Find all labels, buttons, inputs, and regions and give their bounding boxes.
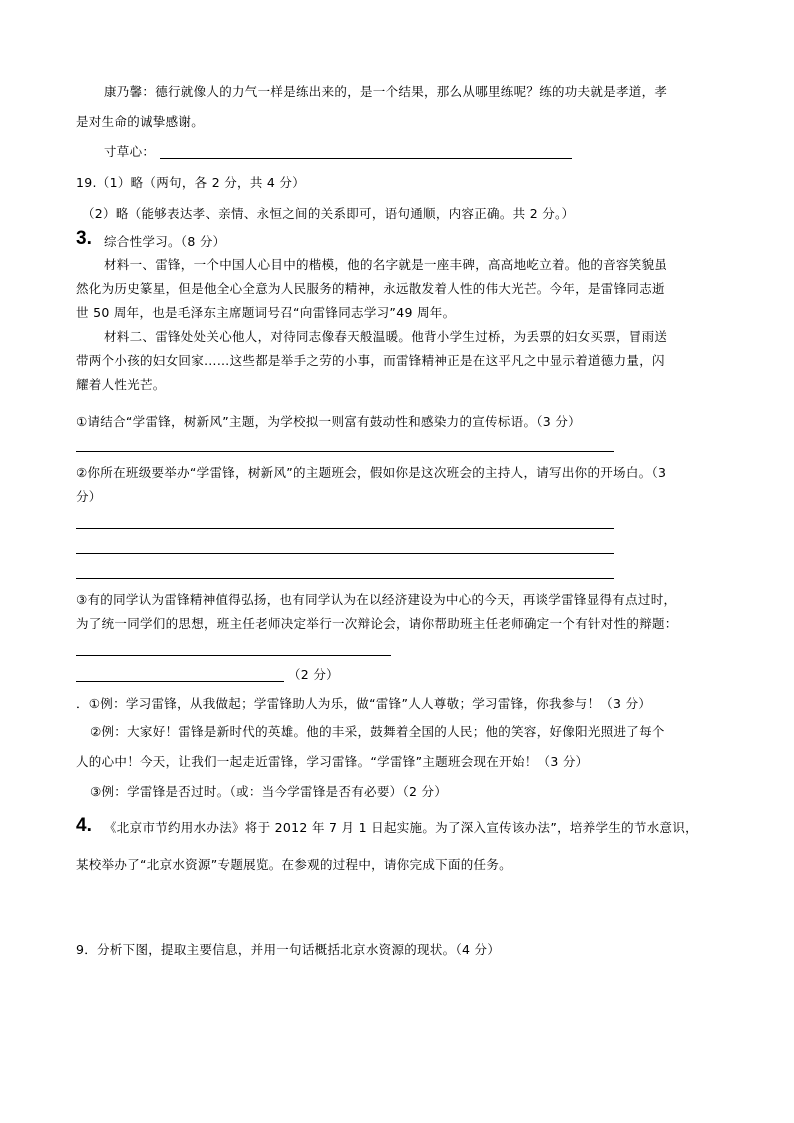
- question-2-line-1: ②你所在班级要举办“学雷锋，树新风”的主题班会，假如你是这次班会的主持人，请写出你的开场白。（3: [76, 465, 667, 480]
- q3-answer-line-2: [76, 681, 284, 682]
- material2-line-2: 带两个小孩的妇女回家……这些都是举手之劳的小事，而雷锋精神正是在这平凡之中显示着道德力量，闪: [76, 353, 665, 368]
- question-3-line-1: ③有的同学认为雷锋精神值得弘扬，也有同学认为在以经济建设为中心的今天，再谈学雷锋显得有点过时，: [76, 592, 677, 607]
- section-4-line-1: 《北京市节约用水办法》将于 2012 年 7 月 1 日起实施。为了深入宣传该办法”，培养学生的节水意识，: [104, 820, 698, 835]
- answer-1: ．①例：学习雷锋，从我做起；学雷锋助人为乐，做“雷锋”人人尊敬；学习雷锋，你我参与！（3 分）: [76, 696, 652, 711]
- cuncaoxin-answer-line: [160, 158, 572, 159]
- kang-line-1: 康乃馨：德行就像人的力气一样是练出来的，是一个结果，那么从哪里练呢？练的功夫就是孝道，孝: [104, 84, 668, 99]
- cuncaoxin-label: 寸草心：: [104, 144, 156, 159]
- material1-line-2: 然化为历史篆星，但是他全心全意为人民服务的精神，永远散发着人性的伟大光芒。今年，是雷锋同志逝: [76, 281, 665, 296]
- q19-part1: 19.（1）略（两句，各 2 分，共 4 分）: [76, 175, 306, 190]
- question-1: ①请结合“学雷锋，树新风”主题，为学校拟一则富有鼓动性和感染力的宣传标语。（3 分）: [76, 414, 581, 429]
- answer-2-line-2: 人的心中！今天，让我们一起走近雷锋，学习雷锋。“学雷锋”主题班会现在开始！（3 分）: [76, 754, 589, 769]
- q1-answer-line: [76, 451, 614, 452]
- question-3-score: （2 分）: [288, 667, 339, 682]
- answer-2-line-1: ②例：大家好！雷锋是新时代的英雄。他的丰采，鼓舞着全国的人民；他的笑容，好像阳光照进了每个: [90, 724, 665, 739]
- section-3-title: 综合性学习。（8 分）: [104, 234, 226, 249]
- material1-line-3: 世 50 周年，也是毛泽东主席题词号召“向雷锋同志学习”49 周年。: [76, 305, 456, 320]
- question-9: 9．分析下图，提取主要信息，并用一句话概括北京水资源的现状。（4 分）: [76, 942, 501, 957]
- question-2-line-2: 分）: [76, 489, 102, 504]
- section-4-line-2: 某校举办了“北京水资源”专题展览。在参观的过程中，请你完成下面的任务。: [76, 857, 512, 872]
- material2-line-3: 耀着人性光芒。: [76, 377, 166, 392]
- kang-line-2: 是对生命的诚挚感谢。: [76, 114, 205, 129]
- q3-answer-line-1: [76, 655, 391, 656]
- section-3-number: 3.: [76, 228, 92, 249]
- answer-3: ③例：学雷锋是否过时。（或：当今学雷锋是否有必要）（2 分）: [90, 784, 448, 799]
- q19-part2: （2）略（能够表达孝、亲情、永恒之间的关系即可，语句通顺，内容正确。共 2 分。）: [82, 206, 575, 221]
- q2-answer-line-1: [76, 528, 614, 529]
- question-3-line-2: 为了统一同学们的思想，班主任老师决定举行一次辩论会，请你帮助班主任老师确定一个有针对性的辩题：: [76, 616, 678, 631]
- section-4-number: 4.: [76, 815, 92, 836]
- q2-answer-line-2: [76, 553, 614, 554]
- material1-line-1: 材料一、雷锋，一个中国人心目中的楷模，他的名字就是一座丰碑，高高地屹立着。他的音容笑貌虽: [104, 257, 668, 272]
- q2-answer-line-3: [76, 578, 614, 579]
- material2-line-1: 材料二、雷锋处处关心他人，对待同志像春天般温暖。他背小学生过桥，为丢票的妇女买票，冒雨送: [104, 329, 668, 344]
